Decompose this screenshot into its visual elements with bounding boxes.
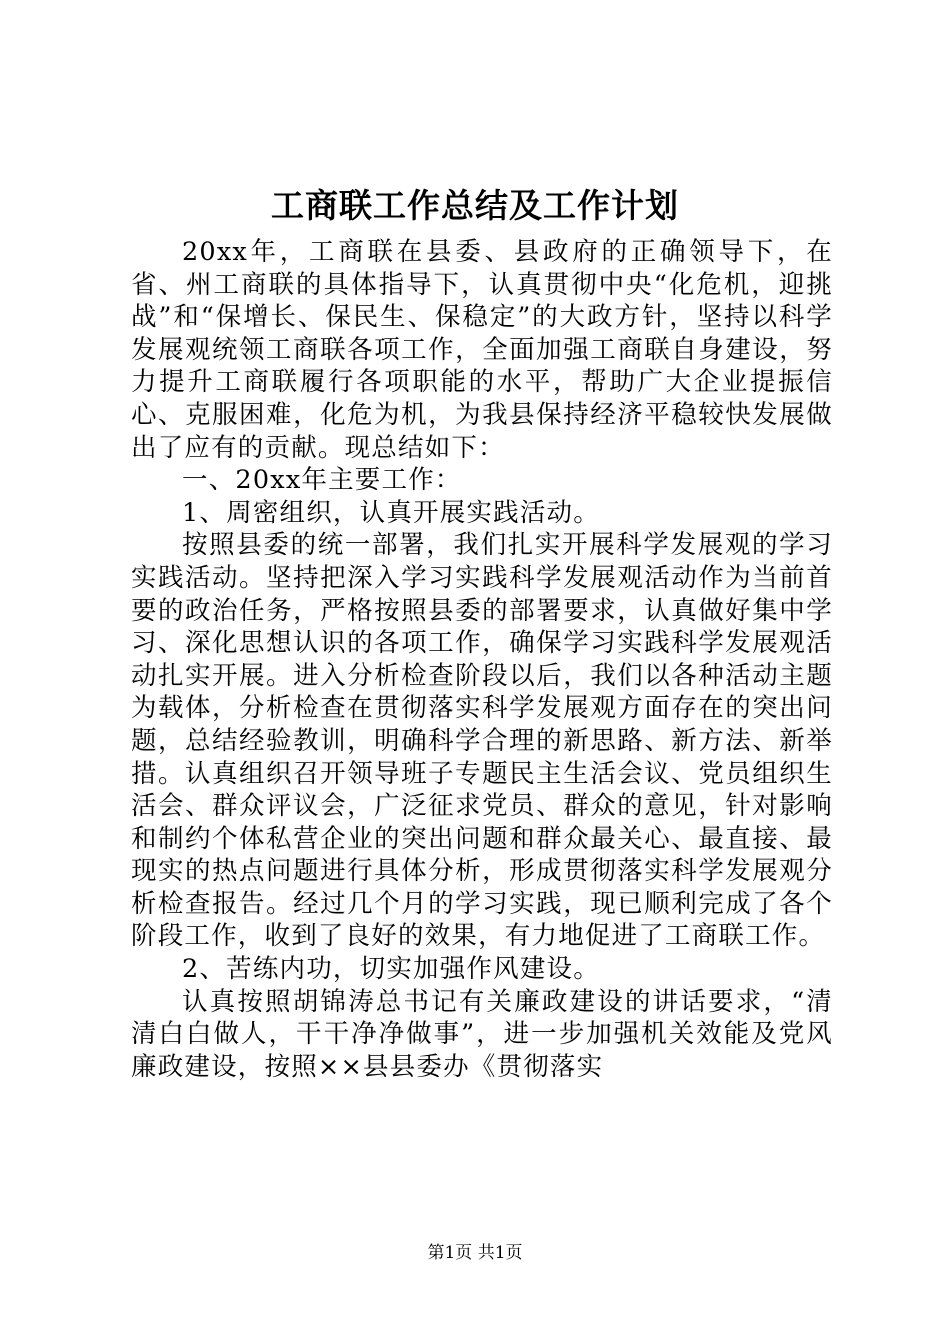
heading-main-work: 一、20xx年主要工作： (182, 465, 462, 496)
paragraph-work-style: 认真按照胡锦涛总书记有关廉政建设的讲话要求，“清清白白做人，干干净净做事”，进一步加强机关效能及党风廉政建设，按照××县县委办《贯彻落实 (131, 986, 833, 1082)
document-body (131, 236, 833, 1083)
paragraph-practice-activities: 按照县委的统一部署，我们扎实开展科学发展观的学习实践活动。坚持把深入学习实践科学发展观活动作为当前首要的政治任务，严格按照县委的部署要求，认真做好集中学习、深化思想认识的各项工作，确保学习实践科学发展观活动扎实开展。进入分析检查阶段以后，我们以各种活动主题为载体，分析检查在贯彻落实科学发展观方面存在的突出问题，总结经验教训，明确科学合理的新思路、新方法、新举措。认真组织召开领导班子专题民主生活会议、党员组织生活会、群众评议会，广泛征求党员、群众的意见，针对影响和制约个体私营企业的突出问题和群众最关心、最直接、最现实的热点问题进行具体分析，形成贯彻落实科学发展观分析检查报告。经过几个月的学习实践，现已顺利完成了各个阶段工作，收到了良好的效果，有力地促进了工商联工作。 (131, 530, 833, 952)
document-title: 工商联工作总结及工作计划 (271, 186, 679, 225)
subheading-practice-activities: 1、周密组织，认真开展实践活动。 (182, 497, 600, 528)
paragraph-intro: 20xx年，工商联在县委、县政府的正确领导下，在省、州工商联的具体指导下，认真贯彻中央“化危机，迎挑战”和“保增长、保民生、保稳定”的大政方针，坚持以科学发展观统领工商联各项工作，全面加强工商联自身建设，努力提升工商联履行各项职能的水平，帮助广大企业提振信心、克服困难，化危为机，为我县保持经济平稳较快发展做出了应有的贡献。现总结如下： (131, 237, 833, 463)
page-footer: 第1页 共1页 (427, 1243, 523, 1263)
subheading-work-style: 2、苦练内功，切实加强作风建设。 (182, 954, 600, 985)
